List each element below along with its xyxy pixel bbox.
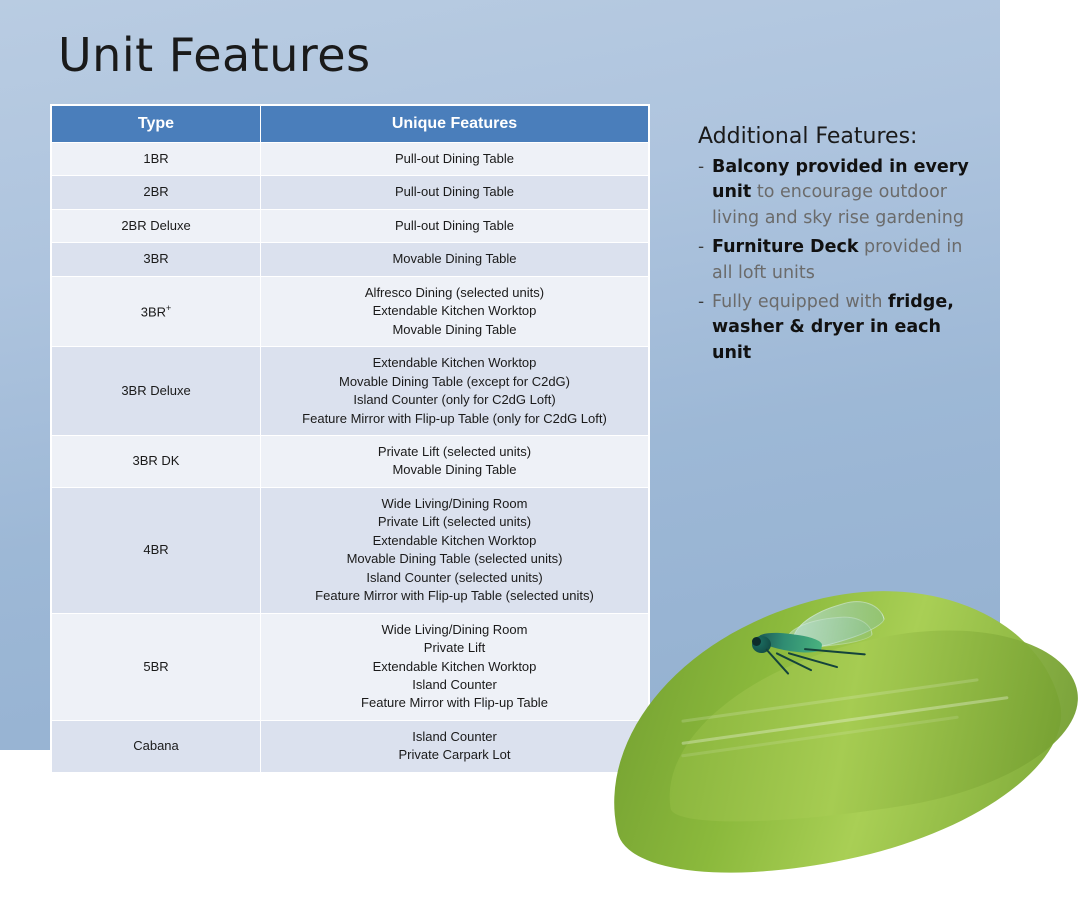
insect-leg (788, 652, 839, 668)
cell-features: Pull-out Dining Table (261, 209, 649, 242)
cell-features: Wide Living/Dining Room Private Lift Extendable Kitchen Worktop Island Counter Feature Mirror with Flip-up Table (261, 613, 649, 720)
cell-type: 3BR (52, 243, 261, 276)
cell-type: 5BR (52, 613, 261, 720)
plain-text: to encourage outdoor living and sky rise gardening (712, 182, 964, 228)
table-row (52, 487, 649, 613)
plain-text: provided in all loft units (712, 237, 963, 283)
cell-features: Pull-out Dining Table (261, 143, 649, 176)
bullet-dash-icon: - (698, 237, 705, 258)
table-body (52, 143, 649, 773)
bullet-dash-icon: - (698, 157, 705, 177)
list-item (698, 290, 983, 366)
plain-text: Fully equipped with (712, 291, 889, 312)
column-header-type: Type (52, 106, 261, 143)
cell-type: 1BR (52, 143, 261, 176)
cell-type: Cabana (52, 720, 261, 772)
cell-features: Wide Living/Dining Room Private Lift (selected units) Extendable Kitchen Worktop Movable Dining Table (selected units) Island Counter (selected units) Feature Mirror with Flip-up Table (selected units) (261, 487, 649, 613)
list-item (698, 235, 983, 286)
cell-features: Island Counter Private Carpark Lot (261, 720, 649, 772)
insect-eye (752, 637, 761, 646)
list-item-label (712, 290, 983, 366)
table-row (52, 243, 649, 276)
emphasis-text: Balcony provided in every unit (712, 157, 969, 203)
decorative-photo (640, 520, 1000, 750)
table-header-row (52, 106, 649, 143)
column-header-unique-features: Unique Features (261, 106, 649, 143)
cell-features: Extendable Kitchen Worktop Movable Dining Table (except for C2dG) Island Counter (only for C2dG Loft) Feature Mirror with Flip-up Table (only for C2dG Loft) (261, 347, 649, 436)
table-row (52, 720, 649, 772)
emphasis-text: Furniture Deck (712, 237, 859, 258)
cell-features: Movable Dining Table (261, 243, 649, 276)
cell-type: 3BR Deluxe (52, 347, 261, 436)
page-title: Unit Features (58, 28, 371, 82)
insect-graphic (750, 600, 900, 680)
cell-type: 3BR DK (52, 435, 261, 487)
unit-features-table (50, 104, 650, 774)
cell-type: 2BR Deluxe (52, 209, 261, 242)
table-row (52, 435, 649, 487)
table-row (52, 276, 649, 346)
additional-features-title: Additional Features: (698, 124, 918, 149)
cell-type-superscript: + (166, 302, 172, 313)
list-item-label (712, 155, 983, 231)
cell-type: 4BR (52, 487, 261, 613)
list-item-label (712, 235, 983, 286)
cell-features: Private Lift (selected units) Movable Dining Table (261, 435, 649, 487)
cell-features: Pull-out Dining Table (261, 176, 649, 209)
emphasis-text: fridge, washer & dryer in each unit (712, 291, 954, 363)
table-row (52, 347, 649, 436)
cell-type: 2BR (52, 176, 261, 209)
cell-type: 3BR+ (52, 276, 261, 346)
table-row (52, 143, 649, 176)
bullet-dash-icon: - (698, 291, 705, 312)
table-row (52, 613, 649, 720)
table-row (52, 209, 649, 242)
additional-features-block (698, 124, 983, 370)
additional-features-list (698, 155, 983, 366)
list-item (698, 155, 983, 231)
cell-features: Alfresco Dining (selected units) Extendable Kitchen Worktop Movable Dining Table (261, 276, 649, 346)
table-row (52, 176, 649, 209)
